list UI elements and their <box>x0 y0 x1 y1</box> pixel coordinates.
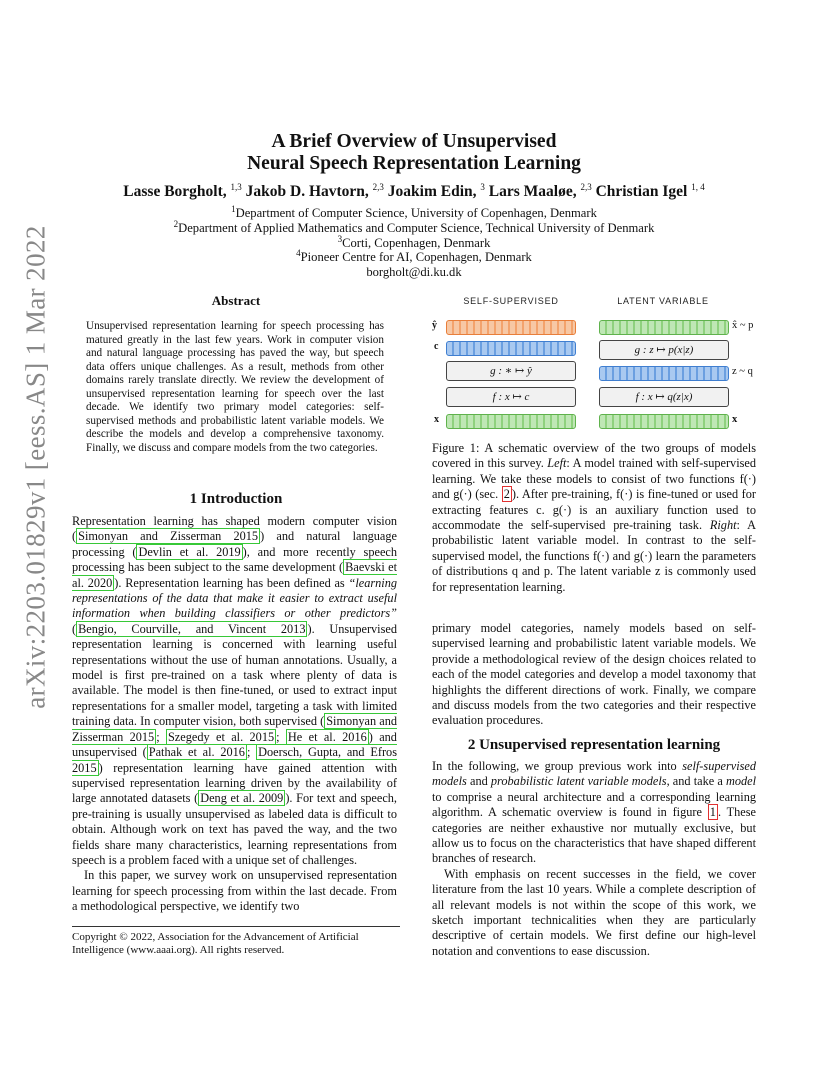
citation-link[interactable]: He et al. 2016 <box>287 729 367 744</box>
citation-link[interactable]: Devlin et al. 2019 <box>138 544 241 559</box>
title-line-2: Neural Speech Representation Learning <box>247 153 581 174</box>
citation-link[interactable]: Simonyan and Zisserman 2015 <box>72 714 397 744</box>
abstract-text: Unsupervised representation learning for speech processing has matured greatly in the last few years. Work in computer vision and natural language processing has paved the way, but speech data offers unique challenges. As a result, methods from other domains rarely translate directly. We review the development of unsupervised representation learning for speech over the last decade. We identify two primary model categories: self-supervised methods and probabilistic latent variable models. We describe the models and develop a comprehensive taxonomy. Finally, we discuss and compare models from the two categories. <box>86 320 384 454</box>
introduction-body <box>72 514 397 915</box>
citation-link[interactable]: Doersch, Gupta, and Efros 2015 <box>72 745 397 775</box>
abstract-heading: Abstract <box>211 293 261 308</box>
citation-link[interactable]: Deng et al. 2009 <box>200 791 284 806</box>
citation-link[interactable]: Baevski et al. 2020 <box>72 560 397 590</box>
author: Jakob D. Havtorn, $^{2,3}$ <box>245 181 384 200</box>
input-bar-right <box>599 414 729 429</box>
citation-link[interactable]: Szegedy et al. 2015 <box>167 729 275 744</box>
title-line-1: A Brief Overview of Unsupervised <box>271 131 557 152</box>
section-2-heading: 2 Unsupervised representation learning <box>467 737 721 753</box>
affiliation: $^3$Corti, Copenhagen, Denmark <box>337 233 491 250</box>
figure-1-schematic <box>430 290 760 430</box>
intro-paragraph-2: In this paper, we survey work on unsupervised representation learning for speech processing from within the last decade. From a methodological perspective, we identify two <box>72 868 397 914</box>
intro-paragraph-1: Representation learning has shaped modern computer vision ( Simonyan and Zisserman 2015 ) and natural language processing ( Devlin et al. 2019 ), and more recently speech processing has been subject to the same development ( Baevski et al. 2020 ). Representation learning has been defined as “learning representations of the data that make it easier to extract useful information when building classifiers or other predictors” ( Bengio, Courville, and Vincent 2013 ). Unsupervised representation learning is concerned with learning useful representations without the use of human annotations. Usually, a model is first pre-trained on a task where plenty of data is available. The model is then fine-tuned, or used to extract input representations for a smaller model, targeting a task with limited training data. In computer vision, both supervised ( Simonyan and Zisserman 2015 ; Szegedy et al. 2015 ; He et al. 2016 ) and unsupervised ( Pathak et al. 2016 ; Doersch, Gupta, and Efros 2015 ) representation learning have gained attention with supervised representation learning driven by the availability of large annotated datasets ( Deng et al. 2009 ). For text and speech, pre-training is usually unsupervised as labeled data is difficult to obtain. Although work on text has paved the way, and the two fields share many characteristics, learning representations from speech is a problem faced with a unique set of challenges. <box>72 514 398 867</box>
latent-variable-bar <box>599 366 729 381</box>
affiliation: $^2$Department of Applied Mathematics and Computer Science, Technical University of Denmark <box>173 218 655 235</box>
citation-link[interactable]: Bengio, Courville, and Vincent 2013 <box>78 621 306 636</box>
intro-continuation: primary model categories, namely models based on self-supervised learning and probabilistic latent variable models. We provide a methodological review of the design choices related to each of the model categories and develop a model taxonomy that highlights the different directions of work. Finally, we compare and discuss models from the two categories and their respective evaluation procedures. <box>432 621 756 728</box>
context-representation-bar <box>446 341 576 356</box>
g-function-box-left: g : ∗ ↦ ŷ <box>446 361 576 381</box>
citation-link[interactable]: Simonyan and Zisserman 2015 <box>78 529 259 544</box>
arxiv-identifier <box>14 225 58 709</box>
z-label: z ~ q <box>732 366 753 377</box>
latent-variable-column-title: LATENT VARIABLE <box>617 296 709 306</box>
x-label-left: x <box>434 414 439 425</box>
copyright-footnote: Copyright © 2022, Association for the Advancement of Artificial Intelligence (www.aaai.org). All rights reserved. <box>72 926 400 958</box>
g-function-box-right: g : z ↦ p(x|z) <box>599 340 729 360</box>
section-1-heading: 1 Introduction <box>189 491 283 507</box>
author: Lasse Borgholt, $^{1,3}$ <box>123 181 242 200</box>
author: Christian Igel $^{1, 4}$ <box>595 181 705 200</box>
author-list <box>0 183 828 201</box>
definition-quote: “learning representations of the data that make it easier to extract useful information when building classifiers or other predictors” <box>72 575 397 621</box>
f-function-box-left: f : x ↦ c <box>446 387 576 407</box>
arxiv-identifier-text: arXiv:2203.01829v1 [eess.AS] 1 Mar 2022 <box>20 225 51 709</box>
input-bar-left <box>446 414 576 429</box>
author: Lars Maaløe, $^{2,3}$ <box>488 181 592 200</box>
y-hat-label: ŷ <box>432 320 437 331</box>
output-prediction-bar <box>446 320 576 335</box>
affiliation: $^1$Department of Computer Science, University of Copenhagen, Denmark <box>231 203 597 220</box>
x-hat-label: x̂ ~ p <box>732 320 754 331</box>
paper-title <box>0 131 828 175</box>
section-2-paragraph-2: With emphasis on recent successes in the field, we cover literature from the last 10 years. While a complete description of all relevant models is not within the scope of this work, we sketch important technicalities when they are particularly descriptive of certain models. We first define our high-level notation and conventions to ease discussion. <box>432 866 756 958</box>
affiliation: $^4$Pioneer Centre for AI, Copenhagen, Denmark <box>296 248 532 265</box>
section-2-paragraph-1: In the following, we group previous work into self-supervised models and probabilistic latent variable models, and take a model to comprise a neural architecture and a corresponding learning algorithm. A schematic overview is found in figure 1 . These categories are neither exhaustive nor mutually exclusive, but allow us to focus on the characteristics that have shaped different branches of research. <box>432 759 756 866</box>
affiliation-list <box>0 203 828 280</box>
reconstruction-bar <box>599 320 729 335</box>
section-2-body <box>432 759 756 959</box>
author-email: borgholt@di.ku.dk <box>366 265 462 280</box>
author: Joakim Edin, $^3$ <box>387 181 485 200</box>
c-label: c <box>434 341 439 352</box>
x-label-right: x <box>732 414 738 425</box>
citation-link[interactable]: Pathak et al. 2016 <box>148 745 245 760</box>
f-function-box-right: f : x ↦ q(z|x) <box>599 387 729 407</box>
figure-ref-link[interactable]: 1 <box>709 805 716 820</box>
self-supervised-column-title: SELF-SUPERVISED <box>463 296 559 306</box>
section-ref-link[interactable]: 2 <box>503 487 510 502</box>
figure-1-caption: Figure 1: A schematic overview of the two groups of models covered in this survey. Left: A model trained with self-supervised learning. We take these models to consist of two functions f(·) and g(·) (sec. 2 ). After pre-training, f(·) is fine-tuned or used for extracting features c. g(·) is an auxiliary function used to accommodate the self-supervised pre-training task. Right: A probabilistic latent variable model. In contrast to the self-supervised model, the functions f(·) and g(·) learn the parameters of distributions q and p. The latent variable z is commonly used for representation learning. <box>432 441 756 594</box>
